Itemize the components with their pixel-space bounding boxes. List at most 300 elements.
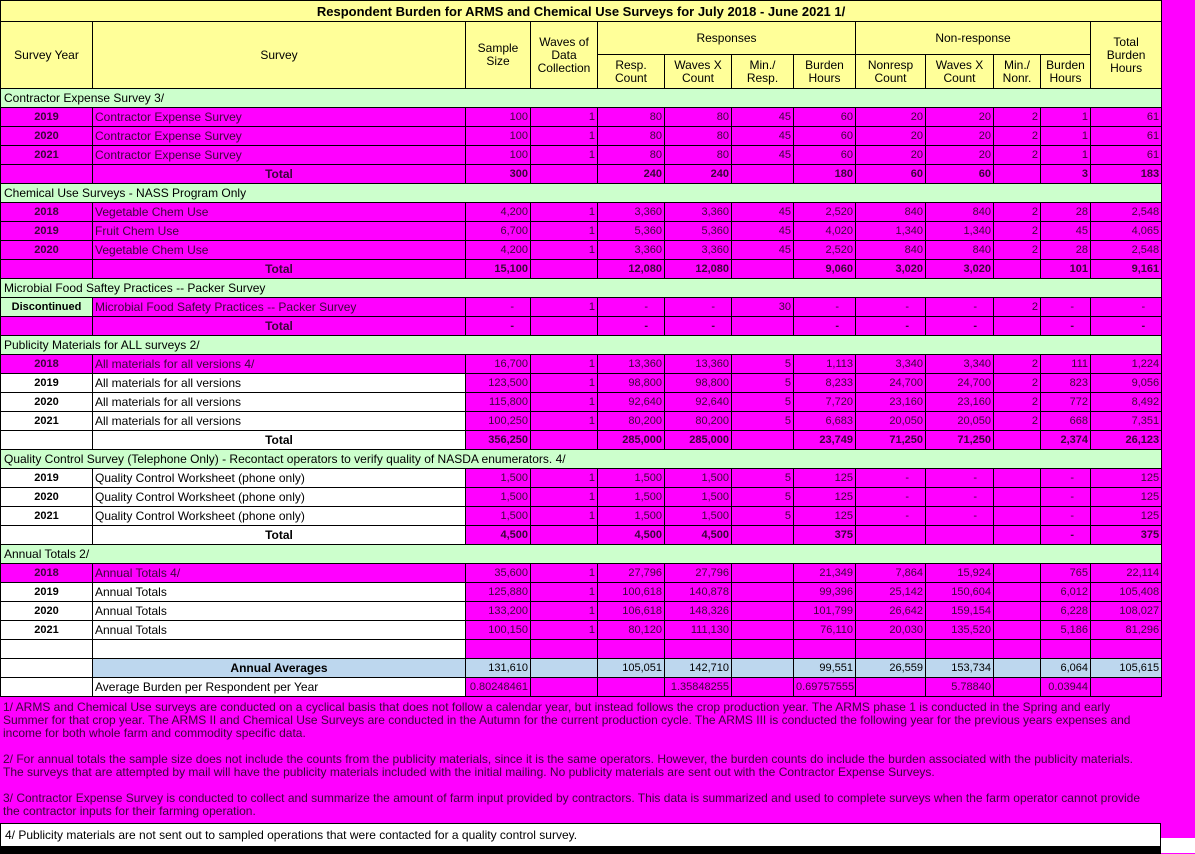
cell-resp-waves-x-count[interactable]: 3,360	[665, 203, 732, 222]
cell-total-burden-hours[interactable]: 105,408	[1091, 583, 1162, 602]
cell-nonresp-waves-x-count[interactable]: 23,160	[926, 393, 994, 412]
cell-resp-burden-hours[interactable]: 8,233	[794, 374, 856, 393]
cell-min-nonr[interactable]	[994, 659, 1041, 678]
cell-total-burden-hours[interactable]: 105,615	[1091, 659, 1162, 678]
cell-resp-waves-x-count[interactable]: 1,500	[665, 488, 732, 507]
cell-survey-year[interactable]: 2018	[1, 203, 93, 222]
col-group-non-response[interactable]: Non-response	[856, 22, 1091, 55]
cell-min-nonr[interactable]	[994, 526, 1041, 545]
cell-total-burden-hours[interactable]: 125	[1091, 488, 1162, 507]
cell-nonresp-count[interactable]: -	[856, 507, 926, 526]
cell-nonresp-burden-hours[interactable]: 2,374	[1041, 431, 1091, 450]
cell-sample-size[interactable]: 4,200	[466, 203, 531, 222]
cell-survey-year[interactable]: 2018	[1, 355, 93, 374]
cell-survey[interactable]: Microbial Food Safety Practices -- Packer Survey	[93, 298, 466, 317]
cell-waves[interactable]: 1	[531, 488, 598, 507]
cell-survey[interactable]: All materials for all versions	[93, 393, 466, 412]
cell-nonresp-count[interactable]: 25,142	[856, 583, 926, 602]
cell-resp-count[interactable]: 12,080	[598, 260, 665, 279]
cell-min-nonr[interactable]: 2	[994, 298, 1041, 317]
section-header[interactable]: Contractor Expense Survey 3/	[1, 89, 1162, 108]
col-header-min-nonr[interactable]: Min./ Nonr.	[994, 55, 1041, 89]
section-header[interactable]: Microbial Food Saftey Practices -- Packer Survey	[1, 279, 1162, 298]
cell-resp-count[interactable]	[598, 678, 665, 697]
cell-survey[interactable]: Fruit Chem Use	[93, 222, 466, 241]
cell-sample-size[interactable]: 100	[466, 108, 531, 127]
cell-resp-burden-hours[interactable]	[794, 640, 856, 659]
cell-sample-size[interactable]: 100	[466, 127, 531, 146]
cell-nonresp-count[interactable]	[856, 526, 926, 545]
cell-survey-year[interactable]	[1, 431, 93, 450]
cell-resp-burden-hours[interactable]: 125	[794, 488, 856, 507]
cell-nonresp-burden-hours[interactable]	[1041, 640, 1091, 659]
cell-resp-burden-hours[interactable]: 101,799	[794, 602, 856, 621]
cell-nonresp-count[interactable]: 26,642	[856, 602, 926, 621]
cell-resp-waves-x-count[interactable]: 27,796	[665, 564, 732, 583]
cell-min-nonr[interactable]	[994, 507, 1041, 526]
cell-waves[interactable]: 1	[531, 469, 598, 488]
cell-survey[interactable]: Quality Control Worksheet (phone only)	[93, 488, 466, 507]
cell-waves[interactable]	[531, 678, 598, 697]
col-header-min-resp[interactable]: Min./ Resp.	[732, 55, 794, 89]
cell-resp-waves-x-count[interactable]: 3,360	[665, 241, 732, 260]
cell-min-resp[interactable]	[732, 583, 794, 602]
cell-survey[interactable]: Vegetable Chem Use	[93, 203, 466, 222]
cell-resp-waves-x-count[interactable]: 92,640	[665, 393, 732, 412]
cell-min-nonr[interactable]	[994, 431, 1041, 450]
cell-nonresp-waves-x-count[interactable]: 20,050	[926, 412, 994, 431]
cell-total-burden-hours[interactable]: 2,548	[1091, 203, 1162, 222]
cell-sample-size[interactable]: 100,150	[466, 621, 531, 640]
cell-nonresp-burden-hours[interactable]: 0.03944	[1041, 678, 1091, 697]
cell-resp-burden-hours[interactable]: 125	[794, 507, 856, 526]
cell-nonresp-count[interactable]: 7,864	[856, 564, 926, 583]
cell-total-burden-hours[interactable]: 4,065	[1091, 222, 1162, 241]
cell-survey-year[interactable]: 2021	[1, 412, 93, 431]
cell-min-resp[interactable]	[732, 678, 794, 697]
cell-sample-size[interactable]: 131,610	[466, 659, 531, 678]
cell-total-burden-hours[interactable]: -	[1091, 298, 1162, 317]
cell-nonresp-waves-x-count[interactable]: 3,020	[926, 260, 994, 279]
cell-survey-year[interactable]: Discontinued	[1, 298, 93, 317]
col-header-resp-waves-x-count[interactable]: Waves X Count	[665, 55, 732, 89]
cell-survey-year[interactable]	[1, 659, 93, 678]
cell-nonresp-waves-x-count[interactable]: 20	[926, 127, 994, 146]
cell-survey-year[interactable]	[1, 640, 93, 659]
cell-nonresp-waves-x-count[interactable]: 24,700	[926, 374, 994, 393]
cell-sample-size[interactable]: 123,500	[466, 374, 531, 393]
cell-resp-count[interactable]: 5,360	[598, 222, 665, 241]
cell-resp-count[interactable]: 80,120	[598, 621, 665, 640]
cell-resp-count[interactable]: 100,618	[598, 583, 665, 602]
cell-waves[interactable]: 1	[531, 355, 598, 374]
cell-resp-count[interactable]: 80	[598, 146, 665, 165]
cell-resp-waves-x-count[interactable]: 5,360	[665, 222, 732, 241]
cell-waves[interactable]	[531, 431, 598, 450]
section-header[interactable]: Annual Totals 2/	[1, 545, 1162, 564]
cell-nonresp-count[interactable]: 1,340	[856, 222, 926, 241]
cell-nonresp-burden-hours[interactable]: 111	[1041, 355, 1091, 374]
cell-survey-year[interactable]: 2020	[1, 393, 93, 412]
cell-nonresp-burden-hours[interactable]: 6,064	[1041, 659, 1091, 678]
cell-total-burden-hours[interactable]: 183	[1091, 165, 1162, 184]
cell-min-nonr[interactable]	[994, 640, 1041, 659]
cell-sample-size[interactable]: 133,200	[466, 602, 531, 621]
cell-min-resp[interactable]	[732, 317, 794, 336]
cell-waves[interactable]: 1	[531, 298, 598, 317]
cell-min-resp[interactable]: 5	[732, 355, 794, 374]
cell-total-burden-hours[interactable]: 1,224	[1091, 355, 1162, 374]
cell-survey-year[interactable]: 2020	[1, 241, 93, 260]
cell-survey-year[interactable]: 2019	[1, 222, 93, 241]
total-label[interactable]: Total	[93, 526, 466, 545]
cell-resp-waves-x-count[interactable]: 148,326	[665, 602, 732, 621]
col-header-nonresp-burden-hours[interactable]: Burden Hours	[1041, 55, 1091, 89]
cell-resp-count[interactable]: 80	[598, 127, 665, 146]
cell-nonresp-burden-hours[interactable]: 772	[1041, 393, 1091, 412]
cell-total-burden-hours[interactable]: 375	[1091, 526, 1162, 545]
cell-min-nonr[interactable]	[994, 583, 1041, 602]
cell-resp-waves-x-count[interactable]: 1,500	[665, 469, 732, 488]
cell-min-nonr[interactable]	[994, 678, 1041, 697]
col-header-nonresp-waves-x-count[interactable]: Waves X Count	[926, 55, 994, 89]
cell-waves[interactable]	[531, 640, 598, 659]
cell-resp-burden-hours[interactable]: 99,396	[794, 583, 856, 602]
cell-resp-waves-x-count[interactable]	[665, 640, 732, 659]
cell-resp-burden-hours[interactable]: 2,520	[794, 203, 856, 222]
cell-nonresp-waves-x-count[interactable]: 20	[926, 108, 994, 127]
cell-survey-year[interactable]: 2021	[1, 507, 93, 526]
cell-resp-waves-x-count[interactable]: 80	[665, 146, 732, 165]
section-header[interactable]: Quality Control Survey (Telephone Only) - Recontact operators to verify quality of NASDA enumerators. 4/	[1, 450, 1162, 469]
cell-resp-burden-hours[interactable]: 99,551	[794, 659, 856, 678]
cell-sample-size[interactable]: 0.80248461	[466, 678, 531, 697]
cell-resp-waves-x-count[interactable]: 4,500	[665, 526, 732, 545]
avg-burden-label[interactable]: Average Burden per Respondent per Year	[93, 678, 466, 697]
averages-label[interactable]: Annual Averages	[93, 659, 466, 678]
cell-nonresp-count[interactable]: 60	[856, 165, 926, 184]
cell-nonresp-count[interactable]: 20,050	[856, 412, 926, 431]
cell-resp-waves-x-count[interactable]: 142,710	[665, 659, 732, 678]
cell-survey[interactable]: Contractor Expense Survey	[93, 146, 466, 165]
cell-min-resp[interactable]	[732, 621, 794, 640]
cell-survey[interactable]: Quality Control Worksheet (phone only)	[93, 507, 466, 526]
cell-resp-count[interactable]: 3,360	[598, 241, 665, 260]
cell-sample-size[interactable]: 1,500	[466, 507, 531, 526]
cell-survey[interactable]: All materials for all versions	[93, 374, 466, 393]
cell-survey[interactable]: Contractor Expense Survey	[93, 108, 466, 127]
cell-survey[interactable]: All materials for all versions	[93, 412, 466, 431]
cell-nonresp-burden-hours[interactable]: 1	[1041, 127, 1091, 146]
cell-resp-count[interactable]: 4,500	[598, 526, 665, 545]
cell-sample-size[interactable]: 35,600	[466, 564, 531, 583]
cell-total-burden-hours[interactable]: 8,492	[1091, 393, 1162, 412]
cell-min-nonr[interactable]	[994, 602, 1041, 621]
cell-resp-burden-hours[interactable]: 7,720	[794, 393, 856, 412]
cell-nonresp-waves-x-count[interactable]: -	[926, 488, 994, 507]
cell-nonresp-waves-x-count[interactable]: 1,340	[926, 222, 994, 241]
cell-resp-burden-hours[interactable]: 6,683	[794, 412, 856, 431]
cell-nonresp-count[interactable]: 26,559	[856, 659, 926, 678]
cell-min-resp[interactable]: 5	[732, 412, 794, 431]
cell-nonresp-waves-x-count[interactable]: -	[926, 317, 994, 336]
cell-nonresp-count[interactable]: 20,030	[856, 621, 926, 640]
cell-waves[interactable]	[531, 317, 598, 336]
cell-nonresp-waves-x-count[interactable]: 840	[926, 241, 994, 260]
cell-min-resp[interactable]	[732, 260, 794, 279]
cell-resp-count[interactable]: -	[598, 317, 665, 336]
cell-min-resp[interactable]: 5	[732, 393, 794, 412]
cell-min-nonr[interactable]: 2	[994, 222, 1041, 241]
cell-total-burden-hours[interactable]: 9,161	[1091, 260, 1162, 279]
cell-total-burden-hours[interactable]: 61	[1091, 108, 1162, 127]
cell-nonresp-waves-x-count[interactable]: 135,520	[926, 621, 994, 640]
cell-min-resp[interactable]: 45	[732, 146, 794, 165]
cell-resp-burden-hours[interactable]: 375	[794, 526, 856, 545]
cell-sample-size[interactable]: 6,700	[466, 222, 531, 241]
cell-nonresp-burden-hours[interactable]: 1	[1041, 146, 1091, 165]
cell-resp-burden-hours[interactable]: 0.69757555	[794, 678, 856, 697]
total-label[interactable]: Total	[93, 260, 466, 279]
cell-nonresp-burden-hours[interactable]: 823	[1041, 374, 1091, 393]
cell-waves[interactable]: 1	[531, 393, 598, 412]
cell-survey[interactable]: Annual Totals	[93, 602, 466, 621]
cell-total-burden-hours[interactable]: 26,123	[1091, 431, 1162, 450]
cell-min-resp[interactable]	[732, 165, 794, 184]
cell-resp-count[interactable]	[598, 640, 665, 659]
cell-nonresp-burden-hours[interactable]: 101	[1041, 260, 1091, 279]
cell-nonresp-burden-hours[interactable]: 3	[1041, 165, 1091, 184]
col-header-total-burden-hours[interactable]: Total Burden Hours	[1091, 22, 1162, 89]
cell-min-resp[interactable]	[732, 659, 794, 678]
cell-min-resp[interactable]: 30	[732, 298, 794, 317]
cell-waves[interactable]: 1	[531, 108, 598, 127]
cell-resp-waves-x-count[interactable]: 13,360	[665, 355, 732, 374]
cell-resp-burden-hours[interactable]: 60	[794, 146, 856, 165]
cell-nonresp-waves-x-count[interactable]: -	[926, 298, 994, 317]
cell-survey[interactable]: Quality Control Worksheet (phone only)	[93, 469, 466, 488]
cell-survey[interactable]: Annual Totals	[93, 621, 466, 640]
cell-resp-count[interactable]: 92,640	[598, 393, 665, 412]
cell-survey-year[interactable]: 2020	[1, 127, 93, 146]
cell-nonresp-waves-x-count[interactable]: 3,340	[926, 355, 994, 374]
cell-resp-count[interactable]: 80,200	[598, 412, 665, 431]
cell-waves[interactable]: 1	[531, 203, 598, 222]
cell-resp-burden-hours[interactable]: 125	[794, 469, 856, 488]
cell-survey-year[interactable]: 2021	[1, 146, 93, 165]
cell-resp-burden-hours[interactable]: 9,060	[794, 260, 856, 279]
cell-waves[interactable]: 1	[531, 127, 598, 146]
cell-resp-waves-x-count[interactable]: 80	[665, 108, 732, 127]
cell-waves[interactable]: 1	[531, 222, 598, 241]
cell-sample-size[interactable]: -	[466, 298, 531, 317]
cell-nonresp-count[interactable]	[856, 640, 926, 659]
total-label[interactable]: Total	[93, 165, 466, 184]
cell-nonresp-waves-x-count[interactable]: 20	[926, 146, 994, 165]
cell-nonresp-waves-x-count[interactable]	[926, 526, 994, 545]
cell-survey[interactable]: Contractor Expense Survey	[93, 127, 466, 146]
cell-survey-year[interactable]	[1, 165, 93, 184]
cell-total-burden-hours[interactable]: 61	[1091, 146, 1162, 165]
cell-min-resp[interactable]: 45	[732, 203, 794, 222]
cell-total-burden-hours[interactable]	[1091, 678, 1162, 697]
cell-sample-size[interactable]: 100,250	[466, 412, 531, 431]
cell-waves[interactable]: 1	[531, 146, 598, 165]
cell-resp-count[interactable]: 1,500	[598, 469, 665, 488]
cell-min-nonr[interactable]	[994, 488, 1041, 507]
cell-min-resp[interactable]: 45	[732, 222, 794, 241]
cell-min-resp[interactable]: 5	[732, 374, 794, 393]
cell-resp-waves-x-count[interactable]: 1,500	[665, 507, 732, 526]
cell-nonresp-count[interactable]: -	[856, 317, 926, 336]
cell-sample-size[interactable]: 1,500	[466, 488, 531, 507]
cell-nonresp-burden-hours[interactable]: -	[1041, 298, 1091, 317]
cell-min-resp[interactable]	[732, 564, 794, 583]
cell-nonresp-waves-x-count[interactable]: 71,250	[926, 431, 994, 450]
cell-nonresp-waves-x-count[interactable]: 5.78840	[926, 678, 994, 697]
cell-nonresp-waves-x-count[interactable]: 150,604	[926, 583, 994, 602]
cell-total-burden-hours[interactable]: 7,351	[1091, 412, 1162, 431]
cell-total-burden-hours[interactable]: 125	[1091, 469, 1162, 488]
cell-min-resp[interactable]: 5	[732, 469, 794, 488]
cell-nonresp-waves-x-count[interactable]: 60	[926, 165, 994, 184]
cell-min-resp[interactable]: 5	[732, 488, 794, 507]
cell-nonresp-waves-x-count[interactable]	[926, 640, 994, 659]
cell-resp-burden-hours[interactable]: 76,110	[794, 621, 856, 640]
cell-nonresp-burden-hours[interactable]: 1	[1041, 108, 1091, 127]
section-header[interactable]: Publicity Materials for ALL surveys 2/	[1, 336, 1162, 355]
cell-resp-count[interactable]: 27,796	[598, 564, 665, 583]
total-label[interactable]: Total	[93, 317, 466, 336]
col-header-resp-count[interactable]: Resp. Count	[598, 55, 665, 89]
cell-waves[interactable]: 1	[531, 507, 598, 526]
cell-resp-count[interactable]: 285,000	[598, 431, 665, 450]
cell-resp-count[interactable]: 80	[598, 108, 665, 127]
cell-min-nonr[interactable]: 2	[994, 412, 1041, 431]
cell-survey-year[interactable]: 2020	[1, 488, 93, 507]
cell-waves[interactable]: 1	[531, 602, 598, 621]
cell-total-burden-hours[interactable]	[1091, 640, 1162, 659]
cell-survey-year[interactable]	[1, 526, 93, 545]
cell-resp-burden-hours[interactable]: 1,113	[794, 355, 856, 374]
cell-survey[interactable]: Vegetable Chem Use	[93, 241, 466, 260]
cell-nonresp-burden-hours[interactable]: -	[1041, 317, 1091, 336]
cell-survey-year[interactable]	[1, 678, 93, 697]
cell-sample-size[interactable]: 16,700	[466, 355, 531, 374]
cell-min-nonr[interactable]: 2	[994, 355, 1041, 374]
cell-resp-burden-hours[interactable]: -	[794, 298, 856, 317]
cell-resp-waves-x-count[interactable]: 140,878	[665, 583, 732, 602]
cell-waves[interactable]: 1	[531, 583, 598, 602]
cell-min-resp[interactable]	[732, 526, 794, 545]
cell-survey-year[interactable]: 2018	[1, 564, 93, 583]
col-group-responses[interactable]: Responses	[598, 22, 856, 55]
cell-min-nonr[interactable]: 2	[994, 374, 1041, 393]
cell-nonresp-count[interactable]: 840	[856, 241, 926, 260]
cell-nonresp-waves-x-count[interactable]: 159,154	[926, 602, 994, 621]
cell-min-nonr[interactable]	[994, 621, 1041, 640]
col-header-survey-year[interactable]: Survey Year	[1, 22, 93, 89]
cell-total-burden-hours[interactable]: 125	[1091, 507, 1162, 526]
cell-waves[interactable]: 1	[531, 412, 598, 431]
cell-waves[interactable]	[531, 659, 598, 678]
col-header-waves-of-data-collection[interactable]: Waves of Data Collection	[531, 22, 598, 89]
cell-resp-waves-x-count[interactable]: 1.35848255	[665, 678, 732, 697]
cell-resp-waves-x-count[interactable]: -	[665, 317, 732, 336]
cell-nonresp-burden-hours[interactable]: 6,228	[1041, 602, 1091, 621]
cell-resp-count[interactable]: -	[598, 298, 665, 317]
cell-nonresp-count[interactable]: 20	[856, 108, 926, 127]
cell-sample-size[interactable]	[466, 640, 531, 659]
cell-resp-burden-hours[interactable]: 2,520	[794, 241, 856, 260]
cell-min-nonr[interactable]: 2	[994, 146, 1041, 165]
cell-nonresp-count[interactable]: 71,250	[856, 431, 926, 450]
cell-survey-year[interactable]	[1, 260, 93, 279]
section-header[interactable]: Chemical Use Surveys - NASS Program Only	[1, 184, 1162, 203]
cell-nonresp-count[interactable]: -	[856, 488, 926, 507]
cell-survey-year[interactable]: 2019	[1, 583, 93, 602]
cell-nonresp-burden-hours[interactable]: 668	[1041, 412, 1091, 431]
cell-survey[interactable]: Annual Totals	[93, 583, 466, 602]
cell-survey-year[interactable]: 2019	[1, 108, 93, 127]
col-header-resp-burden-hours[interactable]: Burden Hours	[794, 55, 856, 89]
cell-survey[interactable]: All materials for all versions 4/	[93, 355, 466, 374]
cell-min-resp[interactable]	[732, 431, 794, 450]
cell-total-burden-hours[interactable]: 108,027	[1091, 602, 1162, 621]
cell-min-nonr[interactable]	[994, 317, 1041, 336]
cell-min-resp[interactable]: 45	[732, 241, 794, 260]
cell-resp-waves-x-count[interactable]: 80,200	[665, 412, 732, 431]
cell-resp-burden-hours[interactable]: 4,020	[794, 222, 856, 241]
cell-nonresp-waves-x-count[interactable]: -	[926, 507, 994, 526]
cell-waves[interactable]	[531, 260, 598, 279]
cell-nonresp-count[interactable]: -	[856, 469, 926, 488]
cell-waves[interactable]: 1	[531, 621, 598, 640]
cell-nonresp-waves-x-count[interactable]: -	[926, 469, 994, 488]
cell-min-resp[interactable]	[732, 640, 794, 659]
cell-sample-size[interactable]: 4,500	[466, 526, 531, 545]
cell-nonresp-burden-hours[interactable]: 45	[1041, 222, 1091, 241]
cell-resp-count[interactable]: 240	[598, 165, 665, 184]
cell-resp-count[interactable]: 98,800	[598, 374, 665, 393]
cell-resp-burden-hours[interactable]: 21,349	[794, 564, 856, 583]
cell-nonresp-burden-hours[interactable]: 6,012	[1041, 583, 1091, 602]
cell-nonresp-waves-x-count[interactable]: 15,924	[926, 564, 994, 583]
cell-resp-count[interactable]: 105,051	[598, 659, 665, 678]
cell-nonresp-waves-x-count[interactable]: 840	[926, 203, 994, 222]
cell-nonresp-burden-hours[interactable]: 765	[1041, 564, 1091, 583]
cell-nonresp-count[interactable]: 3,020	[856, 260, 926, 279]
cell-nonresp-burden-hours[interactable]: 5,186	[1041, 621, 1091, 640]
cell-resp-burden-hours[interactable]: -	[794, 317, 856, 336]
cell-nonresp-waves-x-count[interactable]: 153,734	[926, 659, 994, 678]
total-label[interactable]: Total	[93, 431, 466, 450]
cell-survey-year[interactable]	[1, 317, 93, 336]
cell-nonresp-count[interactable]: 3,340	[856, 355, 926, 374]
cell-nonresp-count[interactable]: 23,160	[856, 393, 926, 412]
cell-sample-size[interactable]: -	[466, 317, 531, 336]
cell-nonresp-burden-hours[interactable]: 28	[1041, 203, 1091, 222]
cell-survey-year[interactable]: 2019	[1, 469, 93, 488]
cell-min-nonr[interactable]	[994, 469, 1041, 488]
col-header-survey[interactable]: Survey	[93, 22, 466, 89]
cell-nonresp-count[interactable]	[856, 678, 926, 697]
cell-waves[interactable]	[531, 526, 598, 545]
cell-min-resp[interactable]: 45	[732, 127, 794, 146]
cell-survey-year[interactable]: 2019	[1, 374, 93, 393]
cell-resp-burden-hours[interactable]: 23,749	[794, 431, 856, 450]
cell-waves[interactable]: 1	[531, 374, 598, 393]
